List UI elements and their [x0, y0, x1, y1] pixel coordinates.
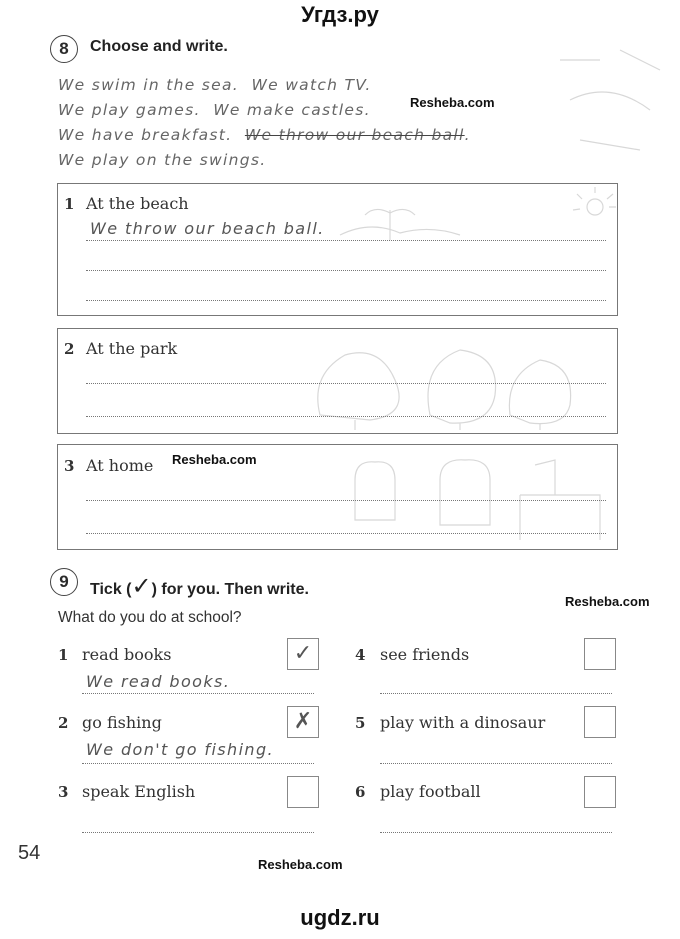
sun-icon [560, 185, 620, 225]
writing-line[interactable] [380, 693, 612, 694]
phrase-item: . [464, 126, 471, 144]
page-number: 54 [18, 842, 41, 864]
item-text: go fishing [82, 713, 162, 732]
question-text: What do you do at school? [58, 609, 242, 626]
watermark: Resheba.com [565, 594, 650, 609]
writing-line[interactable] [82, 763, 314, 764]
writing-line[interactable] [86, 416, 606, 417]
phrase-item: We have breakfast. [58, 126, 233, 144]
phrase [58, 76, 372, 94]
box-number: 3 [64, 457, 75, 475]
title-text: ) for you. Then write. [151, 581, 309, 598]
beach-sketch [330, 205, 470, 245]
site-footer: ugdz.ru [300, 905, 380, 930]
tick-checkbox[interactable] [584, 638, 616, 670]
margin-sketch [540, 40, 680, 170]
tick-checkbox[interactable] [584, 776, 616, 808]
tick-checkbox[interactable] [584, 706, 616, 738]
exercise-number: 9 [50, 568, 78, 596]
phrase-item: We play games. [58, 101, 201, 119]
writing-line[interactable] [86, 500, 606, 501]
phrase-item: We play on the swings. [58, 151, 267, 169]
tick-checkbox[interactable]: ✗ [287, 706, 319, 738]
phrase [58, 151, 266, 169]
site-header: Угдз.ру [301, 2, 379, 27]
item-text: speak English [82, 782, 196, 801]
writing-line[interactable] [86, 533, 606, 534]
item-text: play football [380, 782, 481, 801]
phrase [58, 101, 371, 119]
box-label: At home [86, 456, 154, 475]
item-text: play with a dinosaur [380, 713, 546, 732]
writing-line[interactable] [86, 383, 606, 384]
item-text: read books [82, 645, 172, 664]
phrase [58, 126, 471, 144]
watermark: Resheba.com [172, 452, 257, 467]
tick-checkbox[interactable] [287, 776, 319, 808]
phrase-item: We watch TV. [251, 76, 372, 94]
item-number: 5 [355, 714, 366, 732]
exercise-title [90, 572, 309, 600]
item-number: 4 [355, 646, 366, 664]
writing-line[interactable] [82, 832, 314, 833]
writing-line[interactable] [86, 270, 606, 271]
item-text: see friends [380, 645, 470, 664]
box-label: At the park [86, 339, 178, 358]
item-number: 1 [58, 646, 69, 664]
phrase-item-crossed-out: We throw our beach ball [244, 126, 465, 144]
item-number: 2 [58, 714, 69, 732]
writing-line[interactable] [86, 240, 606, 241]
writing-line[interactable] [380, 763, 612, 764]
phrase-item: We swim in the sea. [58, 76, 240, 94]
answer-text: We throw our beach ball. [90, 219, 325, 238]
watermark: Resheba.com [410, 95, 495, 110]
tick-icon: ✓ [131, 572, 152, 600]
watermark: Resheba.com [258, 857, 343, 872]
writing-line[interactable] [86, 300, 606, 301]
item-number: 6 [355, 783, 366, 801]
answer-text: We don't go fishing. [86, 740, 275, 759]
exercise-title: Choose and write. [90, 38, 228, 55]
phrase-item: We make castles. [213, 101, 371, 119]
writing-line[interactable] [82, 693, 314, 694]
answer-text: We read books. [86, 672, 231, 691]
box-number: 2 [64, 340, 75, 358]
furniture-sketch [340, 450, 610, 545]
item-number: 3 [58, 783, 69, 801]
title-text: Tick ( [90, 581, 132, 598]
tick-checkbox[interactable]: ✓ [287, 638, 319, 670]
exercise-number: 8 [50, 35, 78, 63]
box-number: 1 [64, 195, 75, 213]
writing-line[interactable] [380, 832, 612, 833]
box-label: At the beach [86, 194, 189, 213]
